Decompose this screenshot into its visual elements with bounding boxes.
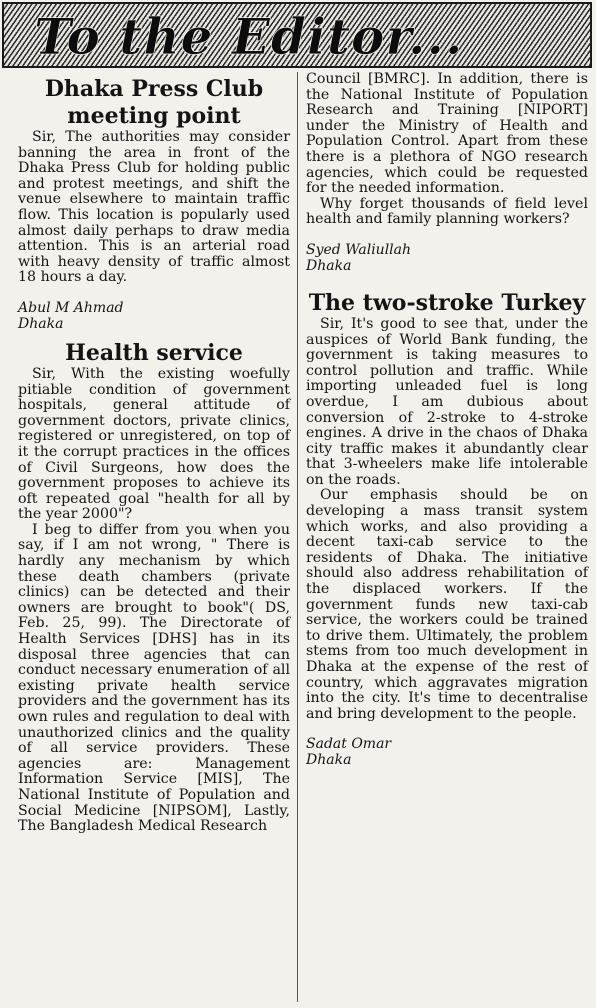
letter-city: Dhaka bbox=[306, 752, 352, 769]
column-divider bbox=[297, 72, 298, 1002]
letter-paragraph: Our emphasis should be on developing a mass transit system which works, and also providing a decent taxi-cab service to the residents of Dhaka. The initiative should also address rehabilitation of the displaced workers. If the government funds new taxi-cab service, the workers could be trained to drive them. Ultimately, the problem stems from too much development in Dhaka at the expense of the rest of country, which aggravates migration into the city. It's time to decentralise and bring development to the people. bbox=[306, 487, 588, 722]
letter-paragraph: Sir, With the existing woefully pitiable condition of government hospitals, general attitude of government doctors, private clinics, registered or unregistered, on top of it the corrupt practices in the offices of Civil Surgeons, how does the government proposes to achieve its oft repeated goal "health for all by the year 2000"? bbox=[18, 365, 290, 523]
letter-author: Abul M Ahmad bbox=[18, 299, 124, 316]
masthead-banner bbox=[2, 2, 592, 68]
left-column bbox=[18, 76, 290, 835]
letter-author: Syed Waliullah bbox=[306, 241, 412, 258]
letter-paragraph: Sir, It's good to see that, under the auspices of World Bank funding, the government is taking measures to control pollution and traffic. While importing unleaded fuel is long overdue, I am dubious about conversion of 2-stroke to 4-stroke engines. A drive in the chaos of Dhaka city traffic makes it abundantly clear that 3-wheelers make life intolerable on the roads. bbox=[306, 315, 588, 488]
right-column bbox=[306, 72, 588, 768]
letter-headline: Health service bbox=[65, 339, 243, 366]
letter-paragraph: Why forget thousands of field level health and family planning workers? bbox=[306, 195, 588, 228]
masthead-title: To the Editor... bbox=[34, 7, 464, 66]
letter-paragraph: Sir, The authorities may consider banning the area in front of the Dhaka Press Club for holding public and protest meetings, and shift the venue elsewhere to maintain traffic flow. This location is popularly used almost daily perhaps to draw media attention. This is an arterial road with heavy density of traffic almost 18 hours a day. bbox=[18, 129, 290, 286]
letter-author: Sadat Omar bbox=[306, 736, 392, 753]
letter-city: Dhaka bbox=[18, 315, 64, 332]
letter-paragraph: I beg to differ from you when you say, if I am not wrong, " There is hardly any mechanism by which these death chambers (private clinics) can be detected and their owners are brought to book"( DS, Feb. 25, 99). The Directorate of Health Services [DHS] has in its disposal three agencies that can conduct necessary enumeration of all existing private health service providers and the government has its own rules and regulation to deal with unauthorized clinics and the quality of all service providers. These agencies are: Management Information Service [MIS], The National Institute of Population and Social Medicine [NIPSOM], Lastly, The Bangladesh Medical Research bbox=[18, 521, 290, 835]
letter-city: Dhaka bbox=[306, 257, 352, 274]
letter-paragraph: Council [BMRC]. In addition, there is the National Institute of Population Research and Training [NIPORT] under the Ministry of Health and Population Control. Apart from these there is a plethora of NGO research agencies, which could be requested for the needed information. bbox=[306, 71, 588, 197]
letter-headline: Dhaka Press Club meeting point bbox=[44, 76, 264, 129]
letter-headline: The two-stroke Turkey bbox=[308, 289, 586, 316]
